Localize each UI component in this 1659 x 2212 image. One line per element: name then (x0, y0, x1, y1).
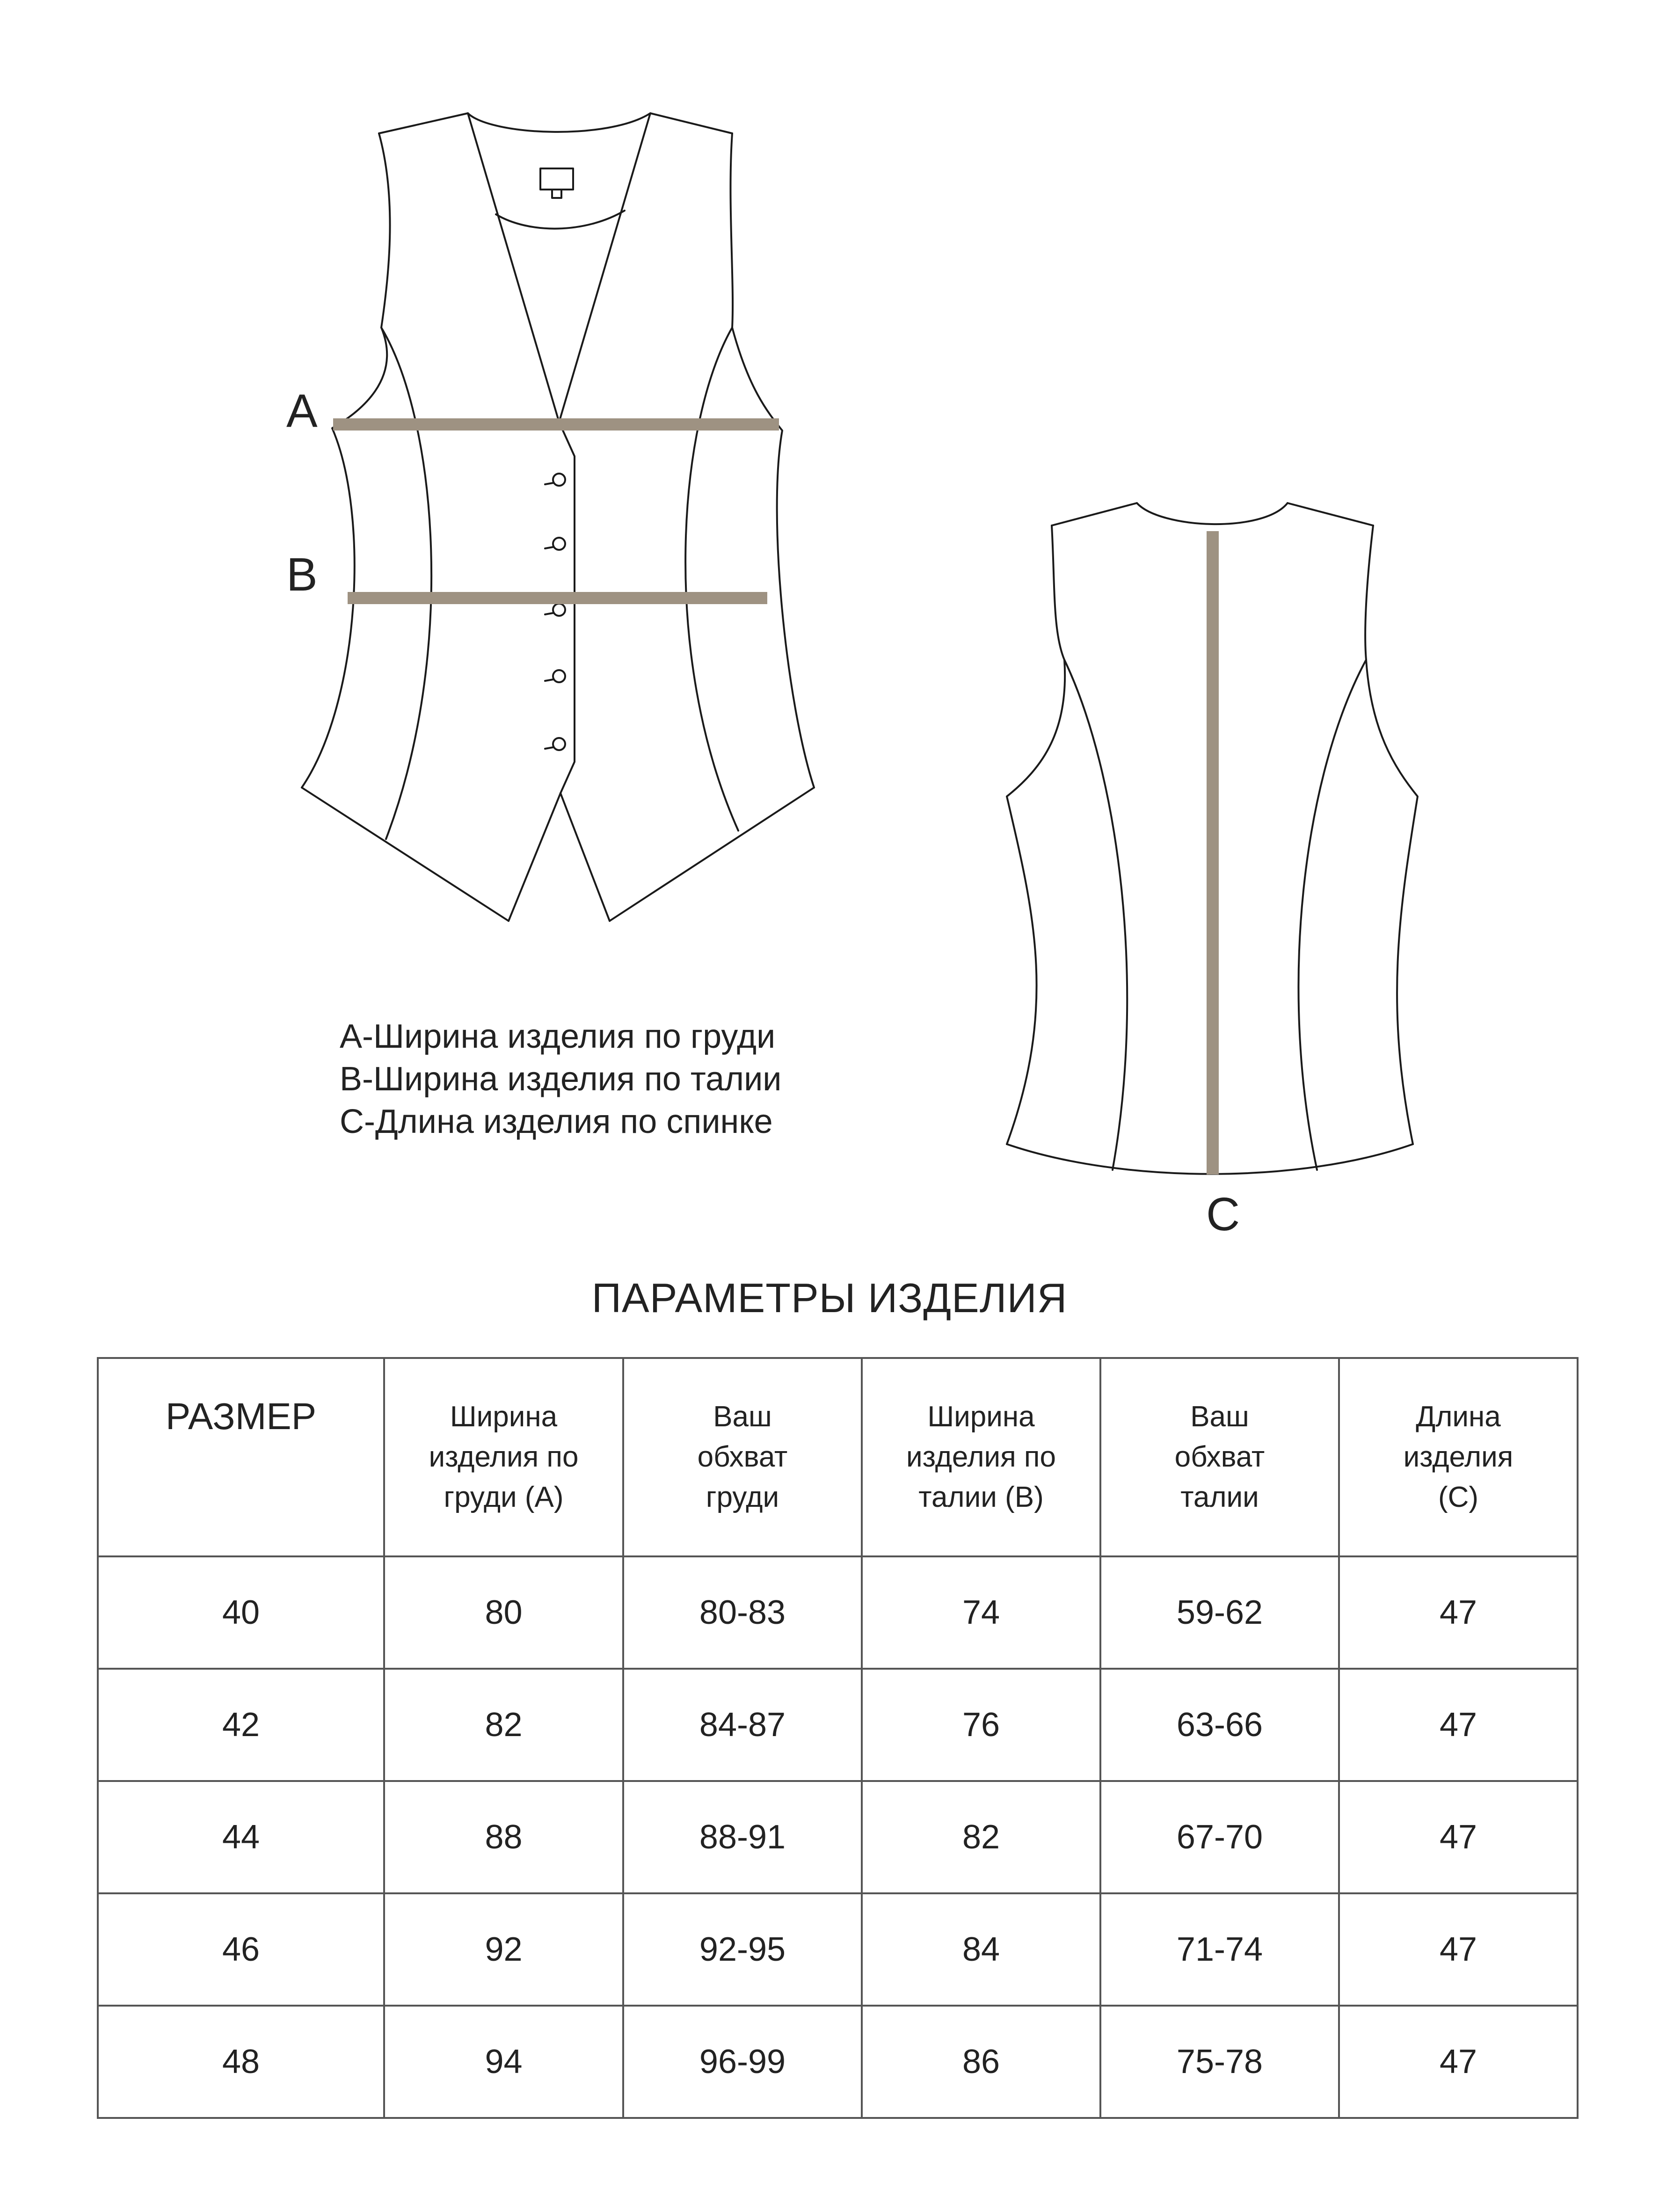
legend-item-a: А-Ширина изделия по груди (340, 1018, 776, 1055)
cell-size: 46 (98, 1893, 384, 2006)
cell-length: 47 (1339, 1781, 1578, 1893)
vest-front-outline (302, 113, 814, 921)
header-length: Длина изделия (С) (1339, 1358, 1578, 1556)
cell-length: 47 (1339, 1556, 1578, 1669)
legend-item-b: В-Ширина изделия по талии (340, 1060, 782, 1098)
header-size: РАЗМЕР (98, 1358, 384, 1556)
cell-your-waist: 59-62 (1100, 1556, 1339, 1669)
cell-your-waist: 67-70 (1100, 1781, 1339, 1893)
cell-length: 47 (1339, 1669, 1578, 1781)
cell-size: 44 (98, 1781, 384, 1893)
table-row (98, 1781, 1578, 1893)
cell-chest-width: 92 (384, 1893, 623, 2006)
cell-waist-width: 76 (862, 1669, 1100, 1781)
cell-waist-width: 86 (862, 2006, 1100, 2118)
cell-your-chest: 88-91 (623, 1781, 862, 1893)
header-your-chest: Ваш обхват груди (623, 1358, 862, 1556)
cell-size: 42 (98, 1669, 384, 1781)
cell-your-chest: 92-95 (623, 1893, 862, 2006)
cell-chest-width: 82 (384, 1669, 623, 1781)
cell-waist-width: 74 (862, 1556, 1100, 1669)
cell-length: 47 (1339, 2006, 1578, 2118)
header-chest-width: Ширина изделия по груди (А) (384, 1358, 623, 1556)
cell-waist-width: 84 (862, 1893, 1100, 2006)
legend-item-c: С-Длина изделия по спинке (340, 1103, 773, 1140)
cell-length: 47 (1339, 1893, 1578, 2006)
callout-b: B (286, 548, 318, 601)
measurement-legend (340, 1015, 782, 1143)
table-row (98, 1556, 1578, 1669)
cell-chest-width: 80 (384, 1556, 623, 1669)
table-title: ПАРАМЕТРЫ ИЗДЕЛИЯ (591, 1275, 1068, 1321)
cell-waist-width: 82 (862, 1781, 1100, 1893)
cell-your-waist: 63-66 (1100, 1669, 1339, 1781)
cell-your-waist: 71-74 (1100, 1893, 1339, 2006)
callout-a: A (286, 385, 318, 437)
cell-your-waist: 75-78 (1100, 2006, 1339, 2118)
size-table (97, 1357, 1579, 2119)
table-row (98, 1893, 1578, 2006)
table-row (98, 2006, 1578, 2118)
header-waist-width: Ширина изделия по талии (В) (862, 1358, 1100, 1556)
cell-chest-width: 88 (384, 1781, 623, 1893)
callout-c: C (1206, 1188, 1240, 1241)
cell-your-chest: 84-87 (623, 1669, 862, 1781)
cell-chest-width: 94 (384, 2006, 623, 2118)
cell-your-chest: 80-83 (623, 1556, 862, 1669)
table-row (98, 1669, 1578, 1781)
cell-your-chest: 96-99 (623, 2006, 862, 2118)
header-your-waist: Ваш обхват талии (1100, 1358, 1339, 1556)
cell-size: 48 (98, 2006, 384, 2118)
table-header-row (98, 1358, 1578, 1556)
cell-size: 40 (98, 1556, 384, 1669)
